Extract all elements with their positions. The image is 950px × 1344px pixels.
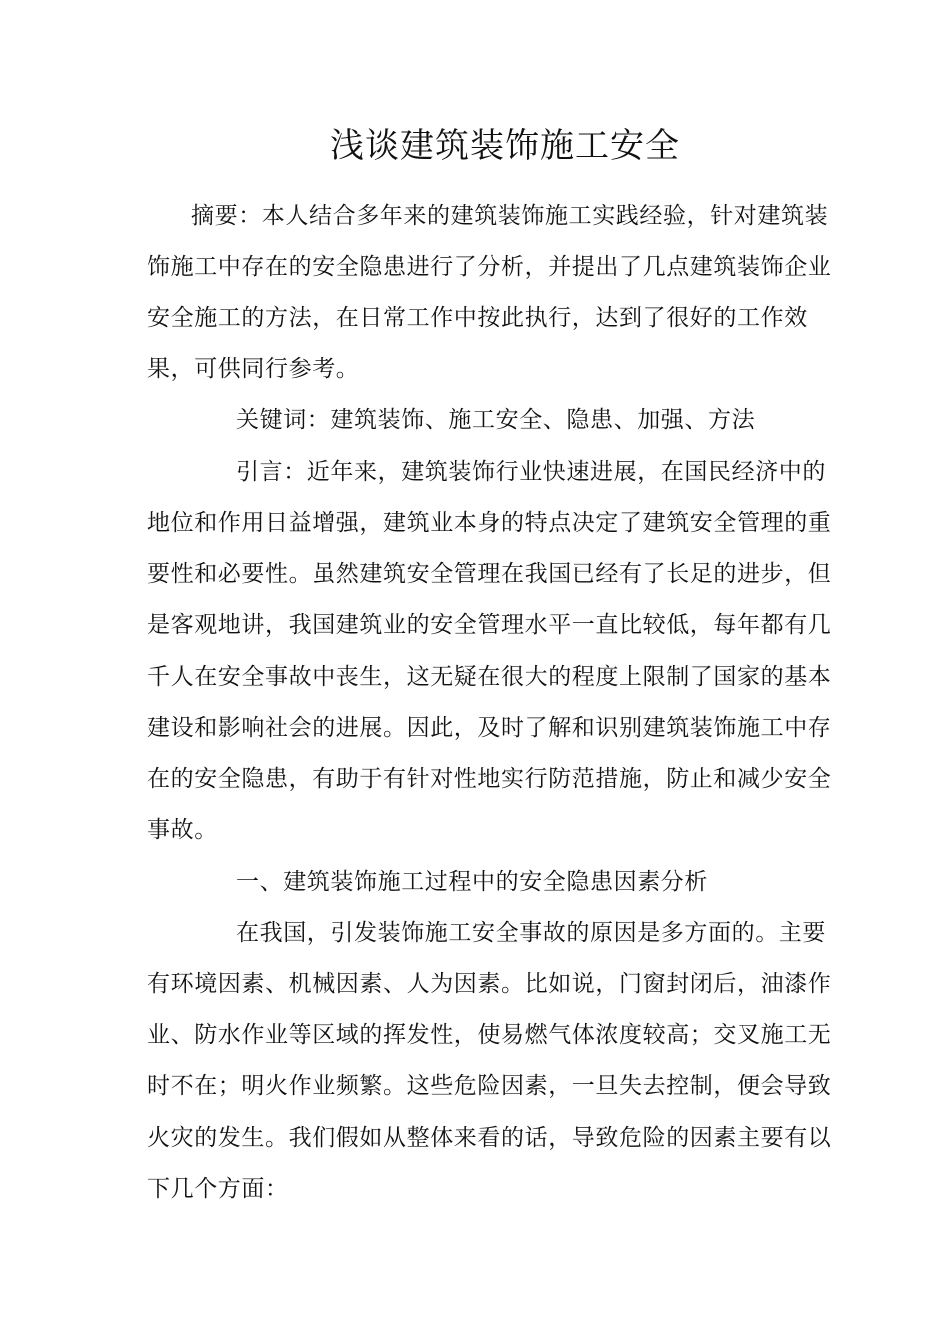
intro-line-4: 是客观地讲，我国建筑业的安全管理水平一直比较低，每年都有几 bbox=[147, 612, 832, 638]
section-line-6: 下几个方面： bbox=[147, 1176, 289, 1202]
section-line-3: 业、防水作业等区域的挥发性，使易燃气体浓度较高；交叉施工无 bbox=[147, 1022, 832, 1048]
intro-line-6: 建设和影响社会的进展。因此，及时了解和识别建筑装饰施工中存 bbox=[147, 715, 832, 741]
abstract-line-2: 饰施工中存在的安全隐患进行了分析，并提出了几点建筑装饰企业 bbox=[147, 254, 832, 280]
intro-line-1: 引言：近年来，建筑装饰行业快速进展，在国民经济中的 bbox=[236, 459, 826, 485]
section-heading-1: 一、建筑装饰施工过程中的安全隐患因素分析 bbox=[236, 869, 708, 895]
intro-line-8: 事故。 bbox=[147, 817, 218, 843]
abstract-line-4: 果，可供同行参考。 bbox=[147, 356, 360, 382]
intro-line-7: 在的安全隐患，有助于有针对性地实行防范措施，防止和减少安全 bbox=[147, 766, 832, 792]
keywords-line: 关键词：建筑装饰、施工安全、隐患、加强、方法 bbox=[236, 407, 756, 433]
document-title: 浅谈建筑装饰施工安全 bbox=[330, 126, 680, 166]
intro-line-2: 地位和作用日益增强，建筑业本身的特点决定了建筑安全管理的重 bbox=[147, 510, 832, 536]
section-line-4: 时不在；明火作业频繁。这些危险因素，一旦失去控制，便会导致 bbox=[147, 1073, 832, 1099]
section-line-1: 在我国，引发装饰施工安全事故的原因是多方面的。主要 bbox=[236, 920, 826, 946]
section-line-5: 火灾的发生。我们假如从整体来看的话，导致危险的因素主要有以 bbox=[147, 1125, 832, 1151]
intro-line-3: 要性和必要性。虽然建筑安全管理在我国已经有了长足的进步，但 bbox=[147, 561, 832, 587]
intro-line-5: 千人在安全事故中丧生，这无疑在很大的程度上限制了国家的基本 bbox=[147, 664, 832, 690]
abstract-line-1: 摘要：本人结合多年来的建筑装饰施工实践经验，针对建筑装 bbox=[191, 203, 829, 229]
abstract-line-3: 安全施工的方法，在日常工作中按此执行，达到了很好的工作效 bbox=[147, 305, 808, 331]
section-line-2: 有环境因素、机械因素、人为因素。比如说，门窗封闭后，油漆作 bbox=[147, 971, 832, 997]
